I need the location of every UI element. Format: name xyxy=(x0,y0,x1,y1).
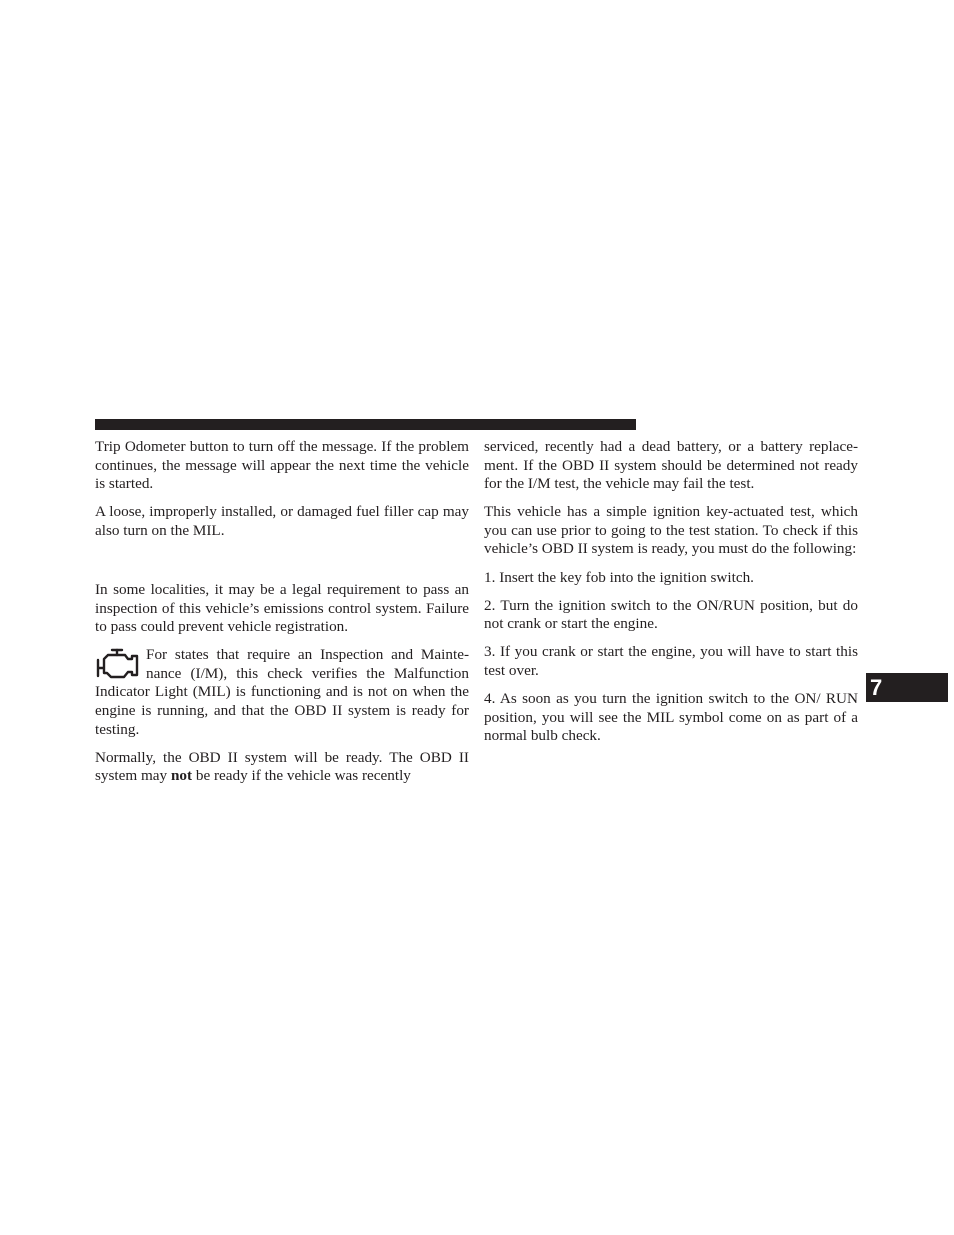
chapter-tab xyxy=(866,673,948,702)
paragraph-obd-ready xyxy=(95,749,469,786)
paragraph-legal-requirement: In some localities, it may be a legal requirement to pass an inspection of this vehicle’s emissions control system. Failure to pass could prevent vehicle registration. xyxy=(95,580,469,636)
step-item: 1. Insert the key fob into the ignition switch. xyxy=(484,568,754,586)
paragraph-im-check: For states that require an Inspection and Maintenance (I/M), this check verifies the Malfunction Indicator Light (MIL) is functioning and is not on when the engine is running, and that the OBD II system is ready for testing. xyxy=(95,646,469,738)
step-item: 2. Turn the ignition switch to the ON/RUN position, but do not crank or start the engine. xyxy=(484,596,858,633)
right-column xyxy=(484,438,858,755)
left-column xyxy=(95,438,469,795)
text-run: be ready if the vehicle was recently xyxy=(192,767,411,785)
bold-text: not xyxy=(170,767,193,785)
chapter-number: 7 xyxy=(870,675,883,700)
paragraph-trip-odometer: Trip Odometer button to turn off the message. If the problem continues, the message will appear the next time the vehicle is started. xyxy=(95,438,469,493)
paragraph-simple-test: This vehicle has a simple ignition key-actuated test, which you can use prior to going to the test station. To check if this vehicle’s OBD II system is ready, you must do the following: xyxy=(484,503,858,558)
paragraph-serviced: serviced, recently had a dead battery, or a battery replacement. If the OBD II system should be determined not ready for the I/M test, the vehicle may fail the test. xyxy=(484,438,858,493)
check-engine-icon xyxy=(94,646,140,682)
text-run: Normally, the OBD II system will be ready. The OBD II system may xyxy=(95,748,469,785)
mil-info-block xyxy=(95,646,469,739)
step-item: 4. As soon as you turn the ignition switch to the ON/ RUN position, you will see the MIL symbol come on as part of a normal bulb check. xyxy=(484,690,858,745)
paragraph-fuel-cap: A loose, improperly installed, or damaged fuel filler cap may also turn on the MIL. xyxy=(95,503,469,539)
section-rule xyxy=(95,419,636,430)
section-gap xyxy=(95,550,469,581)
step-item: 3. If you crank or start the engine, you will have to start this test over. xyxy=(484,643,858,679)
